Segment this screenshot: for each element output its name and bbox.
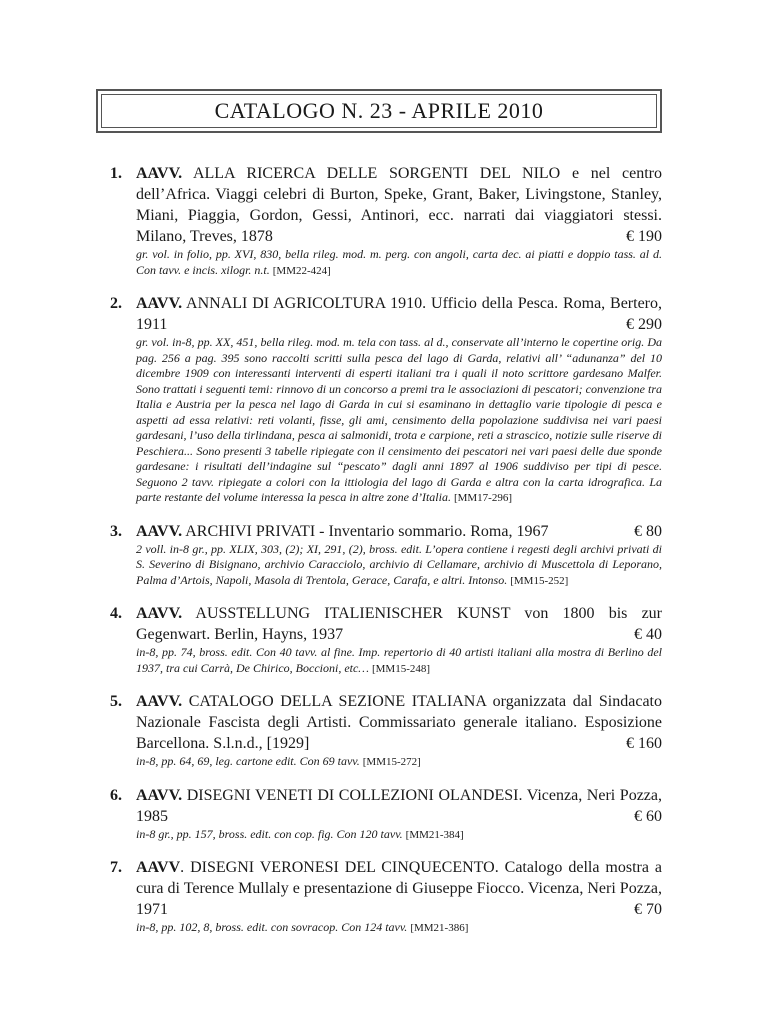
entry-code: [MM21-384] (405, 828, 464, 841)
catalog-entry-7 (110, 857, 662, 937)
entry-description-text: in-8, pp. 74, bross. edit. Con 40 tavv. al fine. Imp. repertorio di 40 artisti italiani alla mostra di Berlino del 1937, tra cui Carrà, De Chirico, Boccioni, etc… (136, 645, 662, 675)
catalog-entry-1 (110, 163, 662, 279)
entry-price: € 70 (634, 901, 662, 918)
catalog-entry-6 (110, 785, 662, 844)
entry-author: AAVV. (136, 693, 183, 710)
entry-description (136, 754, 662, 771)
entry-number: 4. (110, 605, 122, 622)
entry-title: ALLA RICERCA DELLE SORGENTI DEL NILO e nel centro dell’Africa. Viaggi celebri di Burton, Speke, Grant, Baker, Livingstone, Stanley, Miani, Piaggia, Gordon, Gessi, Antinori, ecc. narrati dai viaggiatori stessi. Milano, Treves, 1878 (136, 165, 662, 245)
catalog-entries (110, 163, 662, 951)
entry-number: 5. (110, 693, 122, 710)
entry-main (136, 603, 662, 645)
entry-number: 2. (110, 295, 122, 312)
entry-main (136, 521, 662, 542)
entry-description-text: gr. vol. in-8, pp. XX, 451, bella rileg. mod. m. tela con tass. al d., conservate all’interno le copertine orig. Da pag. 256 a pag. 395 sono raccolti scritti sulla pesca del lago di Garda, relativi all’ “adunanza” del 10 dicembre 1909 con interessanti interventi di esperti italiani tra i quali il noto scrittore gardesano Malfer. Sono trattati i seguenti temi: rinnovo di un concorso a premi tra le associazioni di pescatori; convenzione tra Italia e Austria per la pesca nel lago di Garda in cui si esaminano in dettaglio varie tipologie di pesca e aspetti ad essa relativi: reti volanti, fisse, gli ami, censimento della popolazione suddivisa nei vari paesi gardesani, l’uso della tirlindana, pesca ai salmonidi, trota e carpione, reti a strascico, notizie sulle riserve di Peschiera... Sono presenti 3 tabelle ripiegate con il censimento dei pescatori nei vari paesi delle due sponde gardesane: i risultati dell’indagine sul “pescato” dagli anni 1897 al 1906 suddiviso per tipi di pesce. Seguono 2 tavv. ripiegate a colori con la ittiologia del lago di Garda e altra con la carta idrografica. La parte restante del volume interessa la pesca in altre zone d’Italia. (136, 335, 662, 504)
entry-description-text: in-8, pp. 102, 8, bross. edit. con sovracop. Con 124 tavv. (136, 920, 408, 934)
entry-main (136, 293, 662, 335)
entry-description (136, 920, 662, 937)
entry-description-text: 2 voll. in-8 gr., pp. XLIX, 303, (2); XI, 291, (2), bross. edit. L’opera contiene i regesti degli archivi privati di S. Severino di Bisignano, archivio Caracciolo, archivio di Cellamare, archivio di Muscettola di Leporano, Palma d’Artois, Napoli, Masola di Trentola, Gerace, Carafa, e altri. Intonso. (136, 541, 662, 587)
entry-title: ANNALI DI AGRICOLTURA 1910. Ufficio della Pesca. Roma, Bertero, 1911 (136, 295, 662, 333)
entry-main (136, 163, 662, 247)
entry-author: AAVV. (136, 605, 183, 622)
entry-price: € 290 (626, 316, 662, 333)
entry-main (136, 691, 662, 754)
entry-description (136, 827, 662, 844)
entry-code: [MM22-424] (272, 264, 331, 277)
entry-author: AAVV. (136, 786, 183, 804)
entry-author: AAVV. (136, 522, 183, 540)
catalog-entry-2 (110, 293, 662, 507)
entry-code: [MM21-386] (410, 922, 469, 934)
catalog-title: CATALOGO N. 23 - APRILE 2010 (214, 98, 544, 123)
entry-price: € 60 (634, 807, 662, 825)
entry-number: 1. (110, 165, 122, 182)
entry-title: . DISEGNI VERONESI DEL CINQUECENTO. Catalogo della mostra a cura di Terence Mullaly e presentazione di Giuseppe Fiocco. Vicenza, Neri Pozza, 1971 (136, 859, 663, 918)
entry-description (136, 335, 662, 507)
entry-description-text: in-8 gr., pp. 157, bross. edit. con cop. fig. Con 120 tavv. (136, 826, 403, 841)
entry-number: 6. (110, 786, 122, 804)
entry-description-text: gr. vol. in folio, pp. XVI, 830, bella rileg. mod. m. perg. con angoli, carta dec. ai piatti e doppio tass. al d. Con tavv. e incis. xilogr. n.t. (136, 247, 662, 277)
entry-title: CATALOGO DELLA SEZIONE ITALIANA organizzata dal Sindacato Nazionale Fascista degli Artisti. Commissariato generale italiano. Esposizione Barcellona. S.l.n.d., [1929] (136, 693, 663, 752)
entry-price: € 40 (634, 626, 662, 643)
entry-number: 7. (110, 859, 122, 876)
entry-description (136, 247, 662, 279)
catalog-entry-3 (110, 521, 662, 590)
entry-title: ARCHIVI PRIVATI - Inventario sommario. Roma, 1967 (185, 522, 549, 540)
entry-description-text: in-8, pp. 64, 69, leg. cartone edit. Con 69 tavv. (136, 754, 360, 768)
entry-code: [MM17-296] (453, 492, 513, 504)
entry-number: 3. (110, 522, 122, 540)
entry-code: [MM15-248] (371, 662, 431, 675)
entry-main (136, 857, 662, 920)
entry-description (136, 645, 662, 677)
entry-price: € 80 (634, 522, 662, 540)
entry-code: [MM15-272] (362, 756, 421, 768)
catalog-title-box (96, 89, 662, 133)
entry-code: [MM15-252] (510, 574, 569, 587)
entry-description (136, 542, 662, 590)
entry-author: AAVV (136, 859, 181, 876)
entry-author: AAVV. (136, 165, 183, 182)
entry-price: € 160 (626, 735, 662, 752)
entry-title: DISEGNI VENETI DI COLLEZIONI OLANDESI. Vicenza, Neri Pozza, 1985 (136, 786, 662, 825)
entry-price: € 190 (626, 228, 662, 245)
entry-title: AUSSTELLUNG ITALIENISCHER KUNST von 1800 bis zur Gegenwart. Berlin, Hayns, 1937 (136, 605, 663, 643)
entry-main (136, 785, 662, 827)
entry-author: AAVV. (136, 295, 183, 312)
catalog-entry-5 (110, 691, 662, 771)
catalog-entry-4 (110, 603, 662, 677)
